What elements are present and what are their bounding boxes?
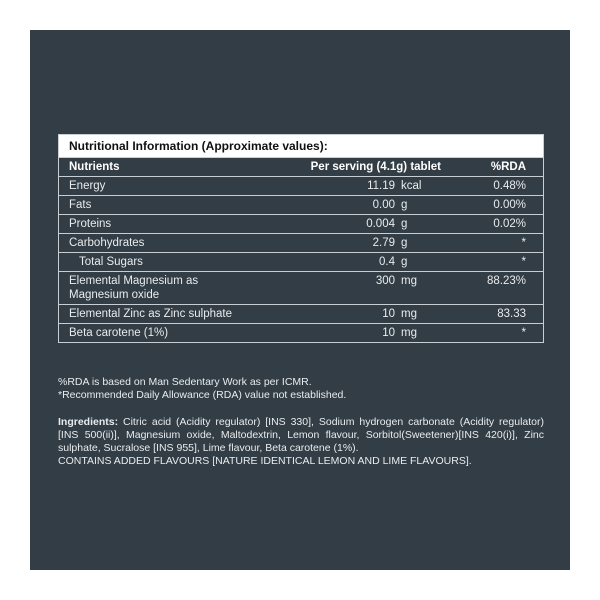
nutrient-unit: mg bbox=[401, 327, 417, 339]
nutrient-name: Elemental Zinc as Zinc sulphate bbox=[69, 308, 232, 320]
table-row bbox=[59, 271, 543, 304]
nutrient-unit: g bbox=[401, 237, 408, 249]
nutrient-value: 0.00 bbox=[372, 199, 395, 211]
table-row bbox=[59, 176, 543, 195]
nutrient-rda: 88.23% bbox=[486, 275, 526, 287]
nutrient-name: Elemental Magnesium as Magnesium oxide bbox=[69, 275, 199, 301]
nutrient-unit: g bbox=[401, 199, 408, 211]
nutrition-table bbox=[58, 134, 544, 343]
rda-note-basis: %RDA is based on Man Sedentary Work as per ICMR. bbox=[58, 376, 312, 388]
flavour-declaration: CONTAINS ADDED FLAVOURS [NATURE IDENTICAL LEMON AND LIME FLAVOURS]. bbox=[58, 455, 472, 467]
table-header-row bbox=[59, 157, 543, 176]
table-row bbox=[59, 252, 543, 271]
table-title: Nutritional Information (Approximate values): bbox=[59, 135, 543, 157]
nutrient-rda: * bbox=[521, 256, 526, 268]
table-row bbox=[59, 323, 543, 342]
nutrient-rda: 83.33 bbox=[497, 308, 526, 320]
nutrient-value: 10 bbox=[382, 327, 395, 339]
nutrient-rda: 0.00% bbox=[493, 199, 526, 211]
table-row bbox=[59, 195, 543, 214]
nutrient-unit: g bbox=[401, 218, 408, 230]
nutrient-unit: mg bbox=[401, 275, 417, 287]
nutrient-rda: * bbox=[521, 327, 526, 339]
nutrient-name: Energy bbox=[69, 180, 106, 192]
nutrient-rda: * bbox=[521, 237, 526, 249]
nutrient-value: 2.79 bbox=[372, 237, 395, 249]
nutrient-value: 11.19 bbox=[367, 180, 395, 192]
nutrient-name: Fats bbox=[69, 199, 92, 211]
header-nutrients: Nutrients bbox=[69, 161, 120, 173]
nutrient-unit: mg bbox=[401, 308, 417, 320]
table-row bbox=[59, 233, 543, 252]
nutrient-value: 10 bbox=[382, 308, 395, 320]
nutrient-unit: g bbox=[401, 256, 408, 268]
ingredients-label: Ingredients: bbox=[58, 416, 119, 428]
header-rda: %RDA bbox=[490, 161, 526, 173]
nutrient-value: 300 bbox=[375, 275, 395, 287]
rda-notes bbox=[58, 376, 544, 402]
nutrient-name: Beta carotene (1%) bbox=[69, 327, 169, 339]
nutrient-rda: 0.02% bbox=[493, 218, 526, 230]
nutrient-rda: 0.48% bbox=[493, 180, 526, 192]
nutrient-unit: kcal bbox=[401, 180, 422, 192]
nutrient-value: 0.004 bbox=[366, 218, 395, 230]
nutrient-name: Proteins bbox=[69, 218, 112, 230]
table-row bbox=[59, 304, 543, 323]
table-row bbox=[59, 214, 543, 233]
ingredients-text bbox=[58, 416, 544, 455]
ingredients-list: Citric acid (Acidity regulator) [INS 330], Sodium hydrogen carbonate (Acidity regulator) [INS 500(ii)], Magnesium oxide, Maltodextrin, Lemon flavour, Sorbitol(Sweetener)[INS 420(i)], Zinc sulphate, Sucralose [INS 955], Lime flavour, Beta carotene (1%). bbox=[58, 416, 544, 454]
header-per-serving: Per serving (4.1g) tablet bbox=[310, 161, 441, 173]
nutrient-value: 0.4 bbox=[379, 256, 395, 268]
nutrient-name: Total Sugars bbox=[79, 256, 143, 268]
ingredients-block bbox=[58, 416, 544, 468]
rda-note-asterisk: *Recommended Daily Allowance (RDA) value not established. bbox=[58, 389, 347, 401]
nutrient-name: Carbohydrates bbox=[69, 237, 145, 249]
